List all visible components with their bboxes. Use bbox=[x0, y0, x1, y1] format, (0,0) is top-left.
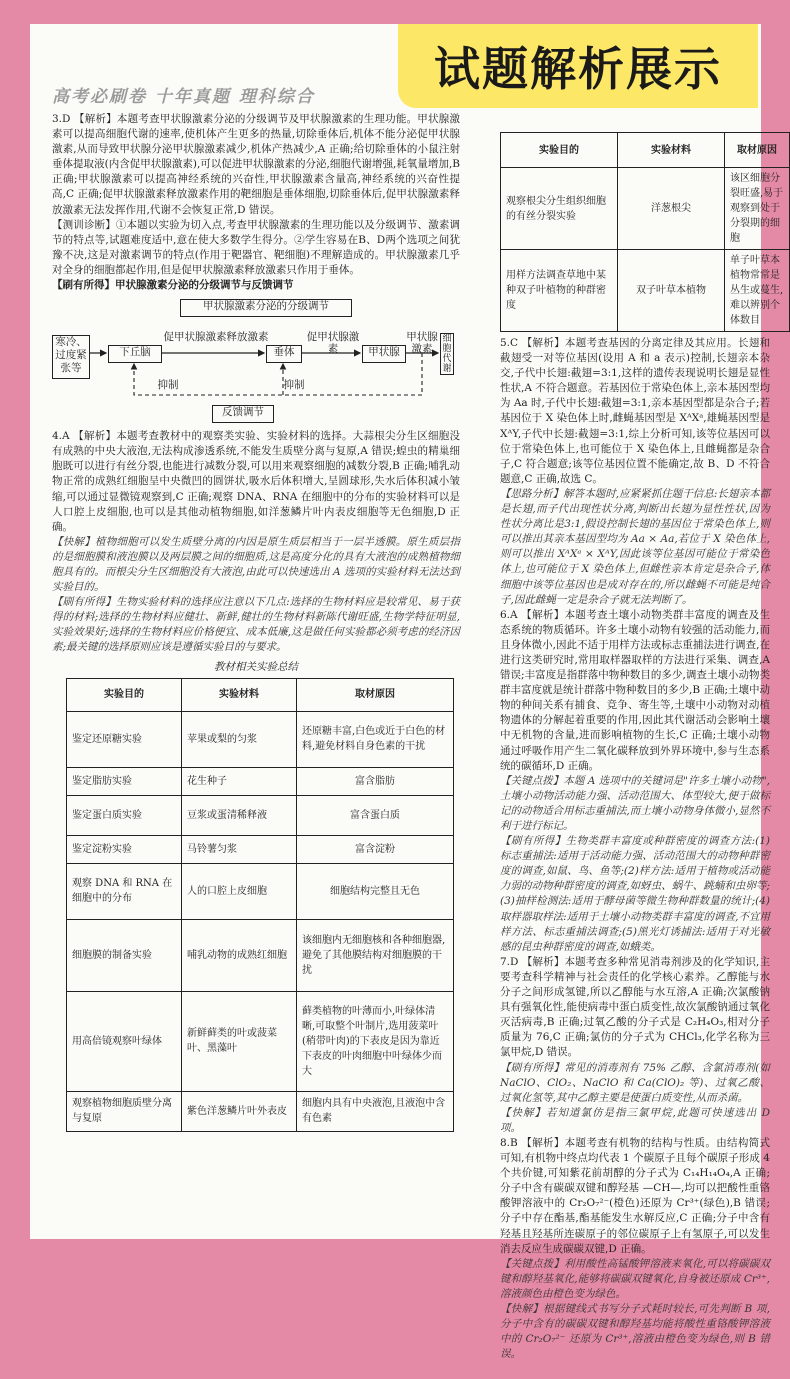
table-header-cell: 取材原因 bbox=[297, 678, 454, 711]
table-cell: 紫色洋葱鳞片叶外表皮 bbox=[182, 1091, 297, 1131]
answer-4-takeaway: 【刷有所得】生物实验材料的选择应注意以下几点:选择的生物材料应是较常见、易于获得的材料;选择的生物材料应健壮、新鲜,健壮的生物材料新陈代谢旺盛,生物学特征明显,实验效果好;选择的生物材料应价格便宜、成本低廉,这是做任何实验都必须考虑的经济因素;最关键的选择原则应该是遵循实验目的与要求。 bbox=[52, 596, 460, 654]
answer-3-takeaway: 【刷有所得】甲状腺激素分泌的分级调节与反馈调节 bbox=[52, 279, 294, 292]
table-header-cell: 实验目的 bbox=[501, 133, 618, 168]
diagram-cells: 细胞代谢 bbox=[440, 333, 454, 375]
table-cell: 用样方法调查草地中某种双子叶植物的种群密度 bbox=[501, 250, 618, 332]
diagram-pituitary: 垂体 bbox=[266, 345, 302, 363]
table-cell: 鉴定还原糖实验 bbox=[67, 711, 182, 767]
thyroid-regulation-diagram bbox=[52, 297, 452, 425]
experiment-materials-table-continued bbox=[500, 132, 790, 332]
table-cell: 富含淀粉 bbox=[297, 835, 454, 863]
table-cell: 观察根尖分生组织细胞的有丝分裂实验 bbox=[501, 168, 618, 250]
table-row bbox=[67, 711, 454, 767]
answer-4-analysis: 4.A 【解析】本题考查教材中的观察类实验、实验材料的选择。大蒜根尖分生区细胞没有成熟的中央大液泡,无法构成渗透系统,不能发生质壁分离与复原,A 错误;蝗虫的精巢细胞既可以进行有丝分裂,也能进行减数分裂,可以用来观察细胞的减数分裂,B 正确;哺乳动物正常的成熟红细胞呈中央微凹的圆饼状,吸水后体积增大,呈圆球形,失水后体积减小皱缩,可以通过显微镜观察到,C 正确;观察 DNA、RNA 在细胞中的分布的实验材料可以是人口腔上皮细胞,也可以是其他动植物细胞,如洋葱鳞片叶内表皮细胞等无色细胞,D 正确。 bbox=[52, 430, 460, 533]
diagram-tsh-label: 促甲状腺激素 bbox=[306, 331, 360, 356]
left-column bbox=[52, 112, 460, 1132]
table-cell: 富含脂肪 bbox=[297, 767, 454, 795]
answer-7-takeaway: 【刷有所得】常见的消毒剂有 75% 乙醇、含氯消毒剂(如 NaClO、ClO₂、NaClO 和 Ca(ClO)₂ 等)、过氧乙酸、过氧化氢等,其中乙醇主要是使蛋白质变性,从而杀菌。 bbox=[500, 1061, 770, 1104]
table-cell: 还原糖丰富,白色或近于白色的材料,避免材料自身色素的干扰 bbox=[297, 711, 454, 767]
table-cell: 细胞内具有中央液泡,且液泡中含有色素 bbox=[297, 1091, 454, 1131]
table-cell: 马铃薯匀浆 bbox=[182, 835, 297, 863]
answer-7-quick: 【快解】若知道氯仿是指三氯甲烷,此题可快速选出 D 项。 bbox=[500, 1106, 770, 1134]
diagram-inhibit-label-2: 抑制 bbox=[283, 379, 305, 392]
table-cell: 该细胞内无细胞核和各种细胞器,避免了其他膜结构对细胞膜的干扰 bbox=[297, 919, 454, 991]
experiment-materials-table bbox=[66, 678, 454, 1132]
answer-7-analysis: 7.D 【解析】本题考查多种常见消毒剂涉及的化学知识,主要考查科学精神与社会责任的化学核心素养。乙醇能与水分子之间形成氢键,所以乙醇能与水互溶,A 正确;次氯酸钠具有强氧化性,能使病毒中蛋白质变性,故次氯酸钠通过氧化灭活病毒,B 正确;过氧乙酸的分子式是 C₂H₄O₃,相对分子质量为 76,C 正确;氯仿的分子式为 CHCl₃,化学名称为三氯甲烷,D 错误。 bbox=[500, 955, 770, 1059]
answer-8-quick: 【快解】根据键线式书写分子式耗时较长,可先判断 B 项,分子中含有的碳碳双键和醇羟基均能将酸性重铬酸钾溶液中的 Cr₂O₇²⁻ 还原为 Cr³⁺,溶液由橙色变为绿色,则 B 错误。 bbox=[500, 1303, 770, 1361]
table-cell: 新鲜藓类的叶或菠菜叶、黑藻叶 bbox=[182, 991, 297, 1091]
diagram-hypothalamus: 下丘脑 bbox=[108, 345, 162, 363]
table-header-cell: 实验材料 bbox=[618, 133, 725, 168]
diagram-th-label: 甲状腺激素 bbox=[406, 331, 438, 356]
table-cell: 富含蛋白质 bbox=[297, 795, 454, 835]
table-cell: 人的口腔上皮细胞 bbox=[182, 863, 297, 919]
table-cell: 鉴定蛋白质实验 bbox=[67, 795, 182, 835]
table-header-cell: 实验材料 bbox=[182, 678, 297, 711]
table-cell: 该区细胞分裂旺盛,易于观察到处于分裂期的细胞 bbox=[725, 168, 790, 250]
answer-6-takeaway: 【刷有所得】生物类群丰富度或种群密度的调查方法:(1)标志重捕法:适用于活动能力强、活动范围大的动物种群密度的调查,如鼠、鸟、鱼等;(2)样方法:适用于植物或活动能力弱的动物种群密度的调查,如蚜虫、蜗牛、跳蝻和虫卵等;(3)抽样检测法:适用于酵母菌等微生物种群数量的统计;(4)取样器取样法:适用于土壤小动物类群丰富度的调查,不宜用样方法、标志重捕法调查;(5)黑光灯诱捕法:适用于对光敏感的昆虫种群密度的调查,如蛾类。 bbox=[500, 835, 770, 953]
diagram-stimulus: 寒冷、过度紧张等 bbox=[52, 335, 90, 379]
table-row bbox=[67, 919, 454, 991]
diagram-feedback: 反馈调节 bbox=[212, 405, 274, 423]
showcase-banner bbox=[398, 24, 758, 108]
answer-3-analysis: 3.D 【解析】本题考查甲状腺激素分泌的分级调节及甲状腺激素的生理功能。甲状腺激素可以提高细胞代谢的速率,使机体产生更多的热量,切除垂体后,机体不能分泌促甲状腺激素,从而导致甲状腺分泌甲状腺激素减少,机体产热减少,A 正确;给切除垂体的小鼠注射垂体提取液(内含促甲状腺激素),可以促进甲状腺激素的分泌,细胞代谢增强,耗氧量增加,B 正确;甲状腺激素可以提高神经系统的兴奋性,甲状腺激素含量高,神经系统的兴奋性提高,C 正确;促甲状腺激素释放激素作用的靶细胞是垂体细胞,切除垂体后,促甲状腺激素释放激素无法发挥作用,代谢不会恢复正常,D 错误。 bbox=[52, 113, 460, 216]
diagram-title: 甲状腺激素分泌的分级调节 bbox=[180, 299, 352, 317]
table-cell: 单子叶草本植物常常是丛生或蔓生,难以辨别个体数目 bbox=[725, 250, 790, 332]
table-cell: 细胞结构完整且无色 bbox=[297, 863, 454, 919]
table-cell: 用高倍镜观察叶绿体 bbox=[67, 991, 182, 1091]
table-cell: 洋葱根尖 bbox=[618, 168, 725, 250]
answer-6-key-point: 【关键点拨】本题 A 选项中的关键词是"许多土壤小动物",土壤小动物活动能力强、活动范围大、体型较大,便于做标记的动物适合用标志重捕法,而土壤小动物身体微小,显然不利于进行标记。 bbox=[500, 774, 770, 832]
answer-5-thinking: 【思路分析】解答本题时,应紧紧抓住题干信息:长翅亲本都是长翅,而子代出现性状分离,判断出长翅为显性性状,因为性状分离比是3:1,假设控制长翅的基因位于常染色体上,则可以推出其亲本基因型均为 Aa × Aa,若位于 X 染色体上,则可以推出 XᴬXᵃ × XᴬY,因此该等位基因可能位于常染色体上,也可能位于 X 染色体上,但雌性亲本肯定是杂合子,体细胞中该等位基因也是成对存在的,所以雌蝇不可能是纯合子,因此雌蝇一定是杂合子就无法判断了。 bbox=[500, 487, 770, 606]
answer-8-key-point: 【关键点拨】利用酸性高锰酸钾溶液来氧化,可以将碳碳双键和醇羟基氧化,能够将碳碳双键氧化,自身被还原成 Cr³⁺,溶液颜色由橙色变为绿色。 bbox=[500, 1257, 770, 1300]
table-cell: 观察 DNA 和 RNA 在细胞中的分布 bbox=[67, 863, 182, 919]
answer-3-diagnosis: 【测训诊断】①本题以实验为切入点,考查甲状腺激素的生理功能以及分级调节、激素调节的特点等,试题难度适中,意在使大多数学生得分。②学生容易在B、D两个选项之间犹豫不决,这是对激素调节的特点(作用于靶器官、靶细胞)不理解造成的。甲状腺激素几乎对全身的细胞都起作用,但是促甲状腺激素释放激素只作用于垂体。 bbox=[52, 218, 460, 276]
table-header-row bbox=[67, 678, 454, 711]
page-header: 高考必刷卷 十年真题 理科综合 bbox=[52, 87, 315, 107]
answer-5-analysis: 5.C 【解析】本题考查基因的分离定律及其应用。长翅和截翅受一对等位基因(设用 A 和 a 表示)控制,长翅亲本杂交,子代中长翅:截翅=3:1,这样的遗传表现说明长翅是显性性状,A 不符合题意。若基因位于常染色体上,亲本基因型均为 Aa 时,子代中长翅:截翅=3:1,亲本基因型都是杂合子;若基因位于 X 染色体上时,雌蝇基因型是 XᴬXᵃ,雄蝇基因型是 XᴬY,子代中长翅:截翅=3:1,综上分析可知,该等位基因可以位于常染色体上,也可能位于 X 染色体上,且雌蝇都是杂合子,C 符合题意;该等位基因位置不能确定,故 B、D 不符合题意,C 正确,故选 C。 bbox=[500, 337, 770, 485]
diagram-arrows bbox=[52, 297, 452, 425]
table-cell: 鉴定淀粉实验 bbox=[67, 835, 182, 863]
table-cell: 观察植物细胞质壁分离与复原 bbox=[67, 1091, 182, 1131]
table-row bbox=[67, 991, 454, 1091]
table-row bbox=[501, 168, 790, 250]
diagram-trh-label: 促甲状腺激素释放激素 bbox=[163, 331, 269, 344]
table-row bbox=[67, 863, 454, 919]
table-row bbox=[67, 835, 454, 863]
answer-6-analysis: 6.A 【解析】本题考查土壤小动物类群丰富度的调查及生态系统的物质循环。许多土壤小动物有较强的活动能力,而且身体微小,因此不适于用样方法或标志重捕法进行调查,在进行这类研究时,常用取样器取样的方法进行采集、调查,A 错误;丰富度是指群落中物种数目的多少,调查土壤小动物类群丰富度就是统计群落中物种数目的多少,B 正确;土壤中动物的种间关系有捕食、竞争、寄生等,土壤中小动物对动植物遗体的分解起着重要的作用,因此其代谢活动会影响土壤中无机物的含量,进而影响植物的生长,C 正确;土壤小动物通过呼吸作用产生二氧化碳释放到外界环境中,参与生态系统的碳循环,D 正确。 bbox=[500, 608, 770, 772]
answer-4-quick: 【快解】植物细胞可以发生质壁分离的内因是原生质层相当于一层半透膜。原生质层指的是细胞膜和液泡膜以及两层膜之间的细胞质,这是高度分化的具有大液泡的成熟植物细胞具有的。而根尖分生区细胞没有大液泡,由此可以快速选出 A 选项的实验材料无法达到实验目的。 bbox=[52, 535, 460, 594]
answer-8-analysis: 8.B 【解析】本题考查有机物的结构与性质。由结构简式可知,有机物中终点均代表 1 个碳原子且每个碳原子形成 4 个共价键,可知紫花前胡醇的分子式为 C₁₄H₁₄O₄,A 正确;分子中含有碳碳双键和醇羟基 —CH—,均可以把酸性重铬酸钾溶液中的 Cr₂O₇²⁻(橙色)还原为 Cr³⁺(绿色),B 错误;分子中存在酯基,酯基能发生水解反应,C 正确;分子中含有羟基且羟基所连碳原子的邻位碳原子上有氢原子,可以发生消去反应生成碳碳双键,D 正确。 bbox=[500, 1136, 770, 1255]
table-cell: 苹果或梨的匀浆 bbox=[182, 711, 297, 767]
table-cell: 豆浆或蛋清稀释液 bbox=[182, 795, 297, 835]
table-cell: 鉴定脂肪实验 bbox=[67, 767, 182, 795]
diagram-thyroid: 甲状腺 bbox=[362, 345, 406, 363]
table-cell: 双子叶草本植物 bbox=[618, 250, 725, 332]
right-column bbox=[500, 132, 784, 1362]
table-row bbox=[501, 250, 790, 332]
table-header-cell: 取材原因 bbox=[725, 133, 790, 168]
table-cell: 哺乳动物的成熟红细胞 bbox=[182, 919, 297, 991]
diagram-inhibit-label-1: 抑制 bbox=[157, 379, 179, 392]
table-cell: 花生种子 bbox=[182, 767, 297, 795]
answer-sheet-page bbox=[30, 24, 784, 1361]
table-row bbox=[67, 1091, 454, 1131]
banner-title: 试题解析展示 bbox=[434, 42, 722, 96]
table-row bbox=[67, 795, 454, 835]
table1-caption: 教材相关实验总结 bbox=[214, 660, 298, 673]
table-cell: 藓类植物的叶薄而小,叶绿体清晰,可取整个叶制片,选用菠菜叶(稍带叶肉)的下表皮是因为靠近下表皮的叶肉细胞中叶绿体少而大 bbox=[297, 991, 454, 1091]
table-cell: 细胞膜的制备实验 bbox=[67, 919, 182, 991]
table-header-row bbox=[501, 133, 790, 168]
table-header-cell: 实验目的 bbox=[67, 678, 182, 711]
table-row bbox=[67, 767, 454, 795]
